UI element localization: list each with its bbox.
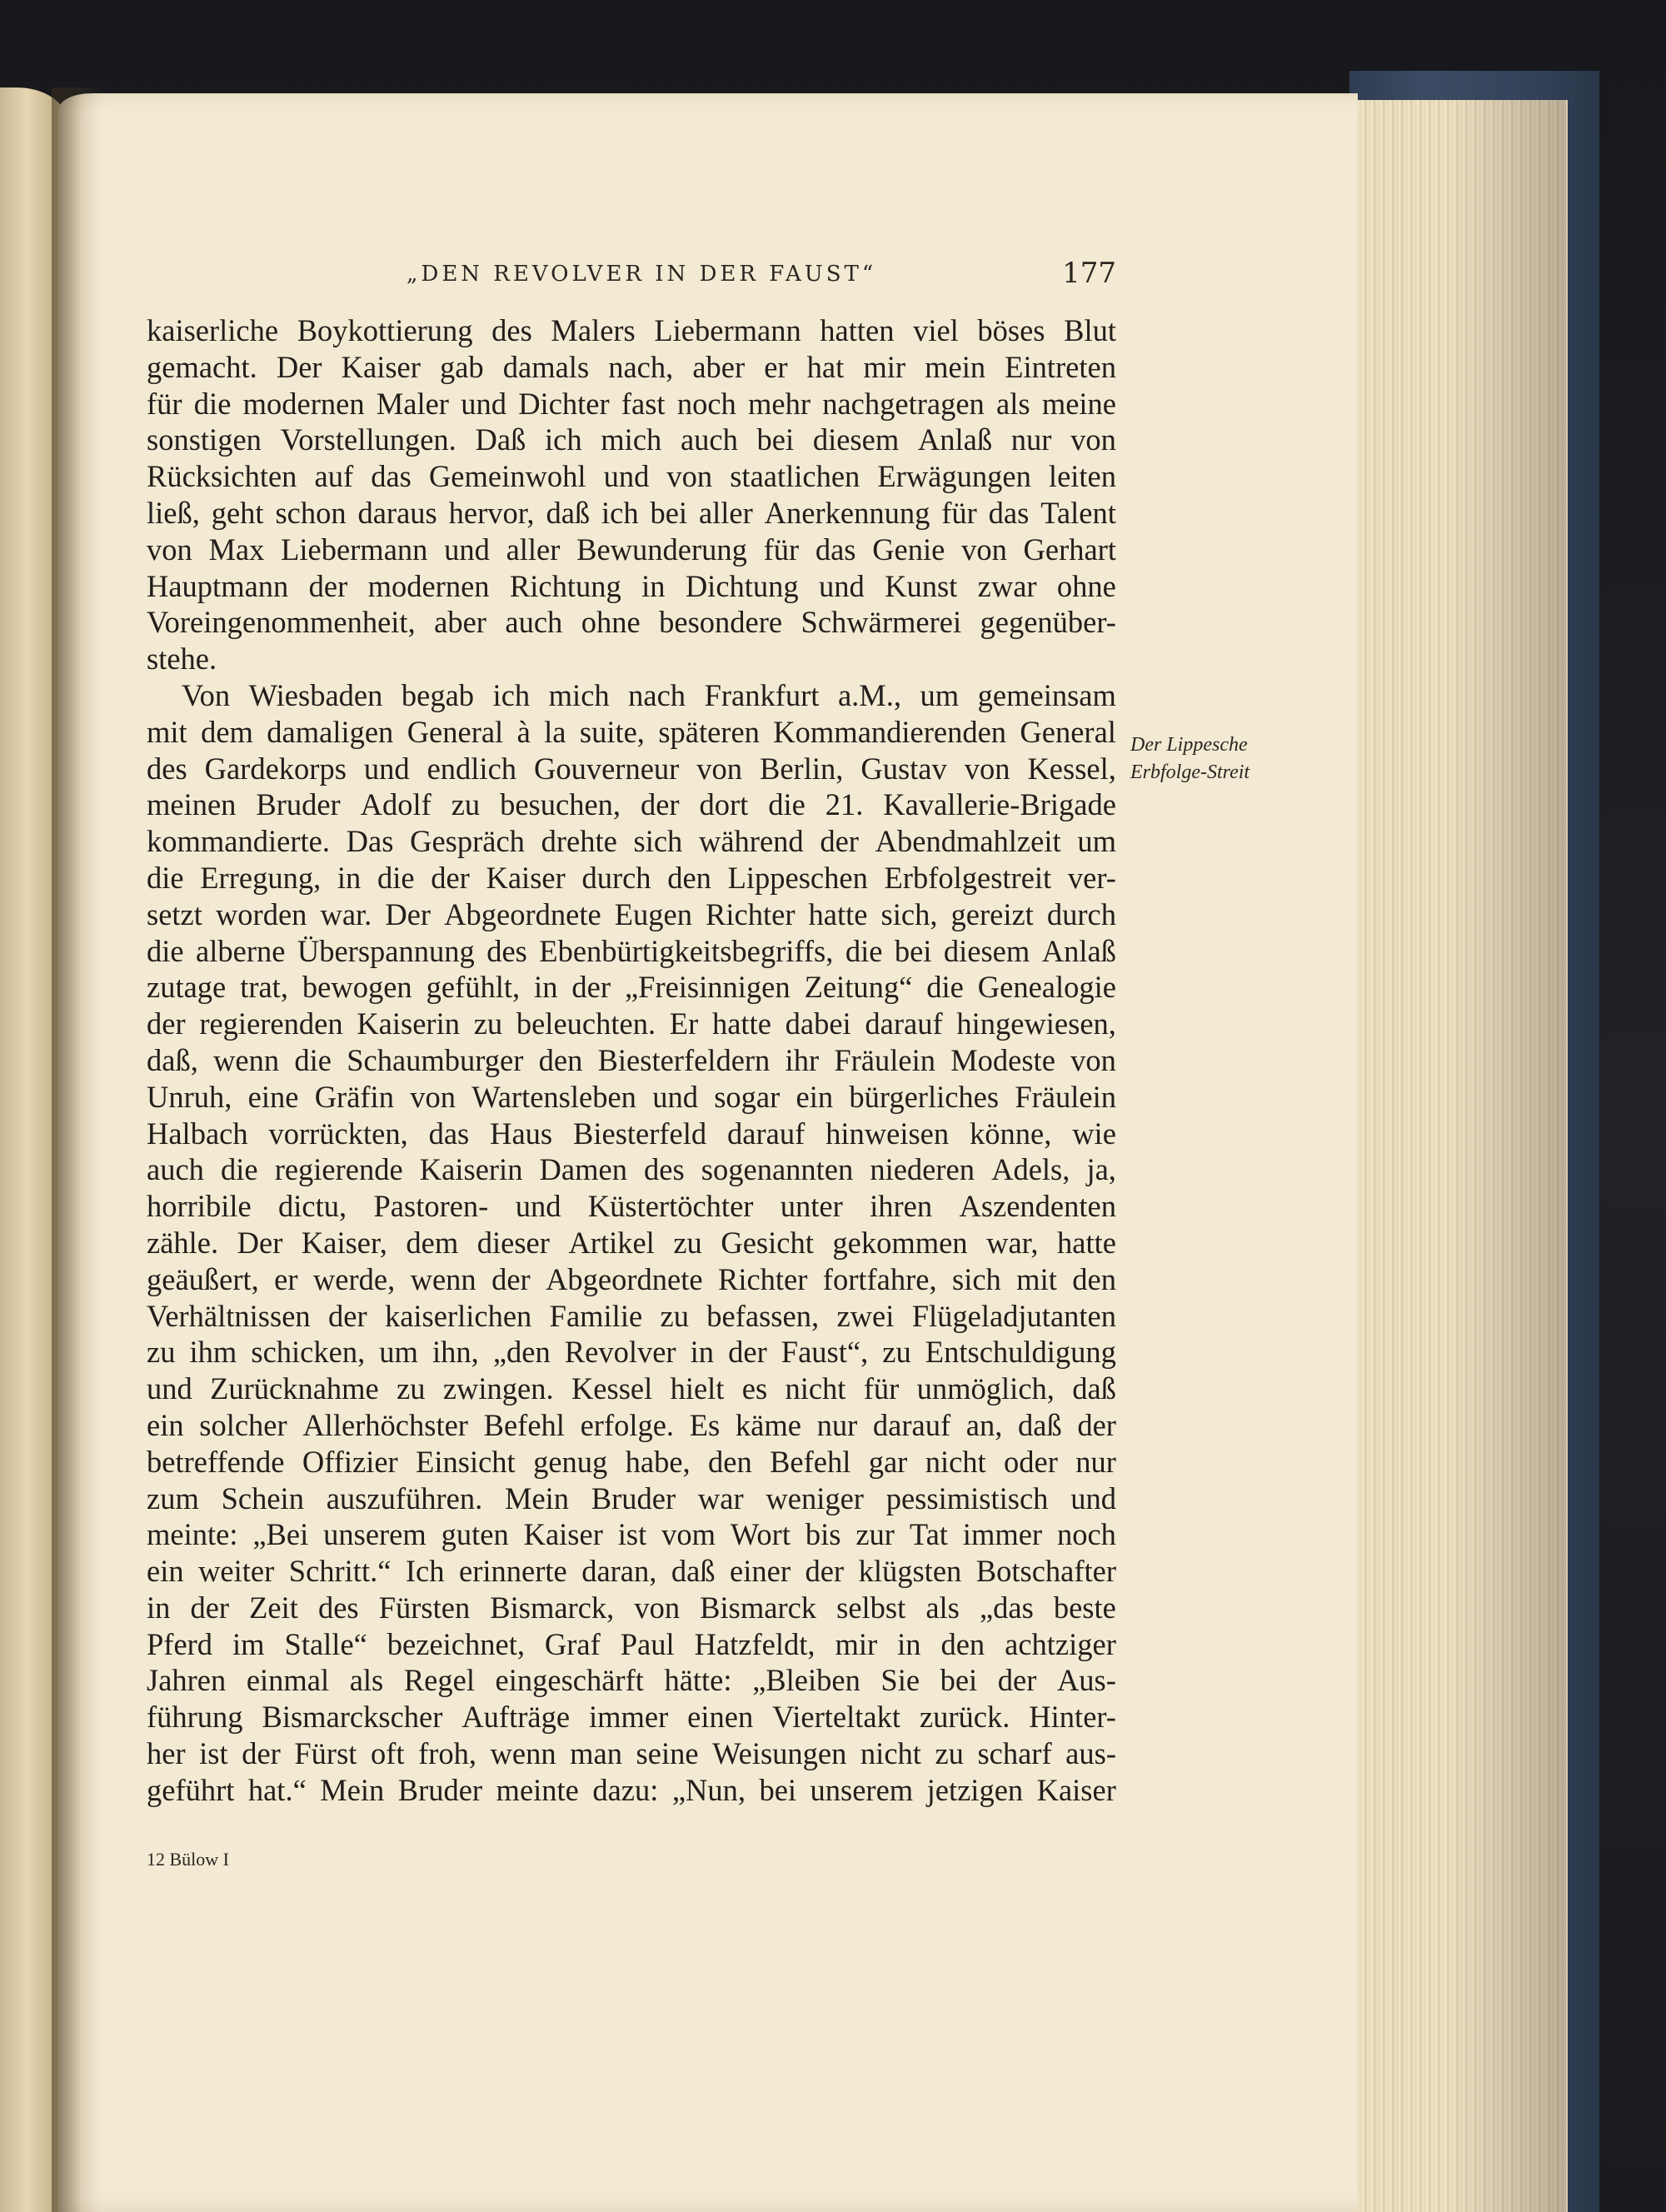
text-line: Verhältnissen der kaiserlichen Familie zu befassen, zwei Flügeladjutanten [147,1298,1116,1333]
text-line: mit dem damaligen General à la suite, späteren Kommandierenden General [147,714,1116,749]
text-line: stehe. [147,642,217,677]
text-line: von Max Liebermann und aller Bewunderung für das Genie von Gerhart [147,532,1116,567]
text-line: Pferd im Stalle“ bezeichnet, Graf Paul Hatzfeldt, mir in den achtziger [147,1626,1116,1661]
text-line: auch die regierende Kaiserin Damen des sogenannten niederen Adels, ja, [147,1152,1116,1187]
page-edges-shade [1449,100,1566,2212]
text-line: zutage trat, bewogen gefühlt, in der „Freisinnigen Zeitung“ die Genealogie [147,970,1116,1005]
text-line: die Erregung, in die der Kaiser durch den Lippeschen Erbfolgestreit ver- [147,860,1116,895]
text-line: Rücksichten auf das Gemeinwohl und von staatlichen Erwägungen leiten [147,459,1116,494]
text-line: her ist der Fürst oft froh, wenn man seine Weisungen nicht zu scharf aus- [147,1736,1116,1771]
text-line: setzt worden war. Der Abgeordnete Eugen Richter hatte sich, gereizt durch [147,896,1116,931]
text-line: zähle. Der Kaiser, dem dieser Artikel zu Gesicht gekommen war, hatte [147,1225,1116,1260]
text-line: horribile dictu, Pastoren- und Küstertöchter unter ihren Aszendenten [147,1189,1116,1224]
text-line: gemacht. Der Kaiser gab damals nach, aber er hat mir mein Eintreten [147,349,1116,384]
text-line: meinen Bruder Adolf zu besuchen, der dort die 21. Kavallerie-Brigade [147,787,1116,822]
marginal-note-line: Erbfolge-Streit [1130,761,1250,783]
text-line: zu ihm schicken, um ihn, „den Revolver in der Faust“, zu Entschuldigung [147,1335,1116,1370]
text-line: für die modernen Maler und Dichter fast noch mehr nachgetragen als meine [147,386,1116,421]
text-line: Hauptmann der modernen Richtung in Dichtung und Kunst zwar ohne [147,568,1116,603]
text-line: Halbach vorrückten, das Haus Biesterfeld darauf hinweisen könne, wie [147,1116,1116,1151]
running-head [150,257,1116,295]
text-line: zum Schein auszuführen. Mein Bruder war weniger pessimistisch und [147,1480,1116,1515]
text-line: die alberne Überspannung des Ebenbürtigkeitsbegriffs, die bei diesem Anlaß [147,933,1116,968]
text-line: ließ, geht schon daraus hervor, daß ich bei aller Anerkennung für das Talent [147,495,1116,530]
gutter-shadow [52,87,102,2212]
text-line: Voreingenommenheit, aber auch ohne besondere Schwärmerei gegenüber- [147,605,1116,640]
text-line: kommandierte. Das Gespräch drehte sich während der Abendmahlzeit um [147,824,1116,859]
text-line: geführt hat.“ Mein Bruder meinte dazu: „Nun, bei unserem jetzigen Kaiser [147,1772,1116,1807]
text-line: betreffende Offizier Einsicht genug habe, den Befehl gar nicht oder nur [147,1444,1116,1479]
signature-mark: 12 Bülow I [147,1849,229,1870]
text-line: sonstigen Vorstellungen. Daß ich mich auch bei diesem Anlaß nur von [147,422,1116,457]
body-text [147,312,1116,1809]
text-line: kaiserliche Boykottierung des Malers Liebermann hatten viel böses Blut [147,313,1116,347]
text-line: des Gardekorps und endlich Gouverneur von Berlin, Gustav von Kessel, [147,751,1116,786]
text-line: Von Wiesbaden begab ich mich nach Frankfurt a.M., um gemeinsam [182,677,1116,712]
text-line: meinte: „Bei unserem guten Kaiser ist vom Wort bis zur Tat immer noch [147,1517,1116,1552]
page-number: 177 [1062,257,1116,290]
text-line: daß, wenn die Schaumburger den Biesterfeldern ihr Fräulein Modeste von [147,1042,1116,1077]
text-line: der regierenden Kaiserin zu beleuchten. Er hatte dabei darauf hingewiesen, [147,1006,1116,1041]
text-line: und Zurücknahme zu zwingen. Kessel hielt es nicht für unmöglich, daß [147,1371,1116,1406]
text-line: in der Zeit des Fürsten Bismarck, von Bismarck selbst als „das beste [147,1590,1116,1625]
text-line: ein solcher Allerhöchster Befehl erfolge. Es käme nur darauf an, daß der [147,1407,1116,1442]
text-line: geäußert, er werde, wenn der Abgeordnete Richter fortfahre, sich mit den [147,1261,1116,1296]
marginal-note [1130,732,1297,786]
text-line: führung Bismarckscher Aufträge immer einen Vierteltakt zurück. Hinter- [147,1700,1116,1735]
text-line: Jahren einmal als Regel eingeschärft hätte: „Bleiben Sie bei der Aus- [147,1663,1116,1698]
marginal-note-line: Der Lippesche [1130,734,1248,756]
text-line: Unruh, eine Gräfin von Wartensleben und sogar ein bürgerliches Fräulein [147,1079,1116,1114]
text-line: ein weiter Schritt.“ Ich erinnerte daran, daß einer der klügsten Botschafter [147,1554,1116,1589]
running-title: „DEN REVOLVER IN DER FAUST“ [407,262,877,287]
